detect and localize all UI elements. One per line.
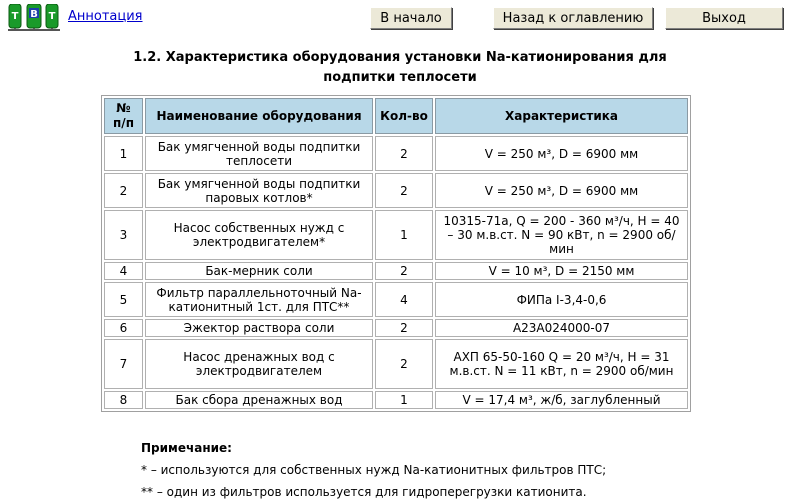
table-row: [104, 282, 688, 317]
header-qty: Кол-во: [375, 98, 433, 134]
table-row: [104, 262, 688, 280]
row-qty: 2: [375, 319, 433, 337]
table-row: [104, 391, 688, 409]
table-row: [104, 136, 688, 171]
row-spec: V = 250 м³, D = 6900 мм: [435, 173, 688, 208]
row-num: 4: [104, 262, 143, 280]
equipment-table: [101, 95, 691, 412]
table-row: [104, 339, 688, 389]
row-spec: АХП 65-50-160 Q = 20 м³/ч, Н = 31 м.в.ст. N = 11 кВт, n = 2900 об/мин: [435, 339, 688, 389]
page-title: [110, 48, 690, 88]
header-spec: Характеристика: [435, 98, 688, 134]
row-qty: 1: [375, 210, 433, 260]
logo-icon: [8, 4, 60, 32]
row-num: 2: [104, 173, 143, 208]
page-title-line2: подпитки теплосети: [323, 70, 477, 85]
row-num: 1: [104, 136, 143, 171]
row-qty: 2: [375, 136, 433, 171]
table-row: [104, 173, 688, 208]
header-name: Наименование оборудования: [145, 98, 373, 134]
row-qty: 2: [375, 262, 433, 280]
toc-button[interactable]: Назад к оглавлению: [493, 7, 653, 29]
row-spec: ФИПа I-3,4-0,6: [435, 282, 688, 317]
annotation-link[interactable]: Аннотация: [68, 9, 143, 24]
row-spec: А23А024000-07: [435, 319, 688, 337]
row-name: Насос дренажных вод с электродвигателем: [145, 339, 373, 389]
logo-letter-2: В: [30, 9, 38, 20]
start-button[interactable]: В начало: [370, 7, 452, 29]
row-num: 5: [104, 282, 143, 317]
row-num: 3: [104, 210, 143, 260]
logo: [8, 4, 60, 32]
note-block: [141, 437, 606, 503]
row-name: Насос собственных нужд с электродвигателем*: [145, 210, 373, 260]
row-qty: 1: [375, 391, 433, 409]
note-heading: Примечание:: [141, 441, 232, 455]
row-name: Фильтр параллельноточный Na-катионитный 1ст. для ПТС**: [145, 282, 373, 317]
table-row: [104, 319, 688, 337]
row-num: 7: [104, 339, 143, 389]
row-spec: V = 10 м³, D = 2150 мм: [435, 262, 688, 280]
table-header-row: [104, 98, 688, 134]
row-qty: 4: [375, 282, 433, 317]
row-qty: 2: [375, 339, 433, 389]
row-name: Бак умягченной воды подпитки паровых котлов*: [145, 173, 373, 208]
row-name: Бак умягченной воды подпитки теплосети: [145, 136, 373, 171]
row-spec: 10315-71а, Q = 200 - 360 м³/ч, Н = 40 – 30 м.в.ст. N = 90 кВт, n = 2900 об/мин: [435, 210, 688, 260]
page-title-line1: 1.2. Характеристика оборудования установки Na-катионирования для: [133, 50, 667, 65]
row-num: 6: [104, 319, 143, 337]
row-spec: V = 250 м³, D = 6900 мм: [435, 136, 688, 171]
table-row: [104, 210, 688, 260]
header-num: № п/п: [104, 98, 143, 134]
note-line-1: * – используются для собственных нужд Na-катионитных фильтров ПТС;: [141, 463, 607, 477]
exit-button[interactable]: Выход: [665, 7, 783, 29]
logo-letter-3: Т: [48, 11, 56, 22]
row-name: Бак-мерник соли: [145, 262, 373, 280]
logo-letter-1: Т: [11, 11, 19, 22]
note-line-2: ** – один из фильтров используется для гидроперегрузки катионита.: [141, 485, 587, 499]
row-spec: V = 17,4 м³, ж/б, заглубленный: [435, 391, 688, 409]
row-name: Бак сбора дренажных вод: [145, 391, 373, 409]
row-num: 8: [104, 391, 143, 409]
row-qty: 2: [375, 173, 433, 208]
row-name: Эжектор раствора соли: [145, 319, 373, 337]
